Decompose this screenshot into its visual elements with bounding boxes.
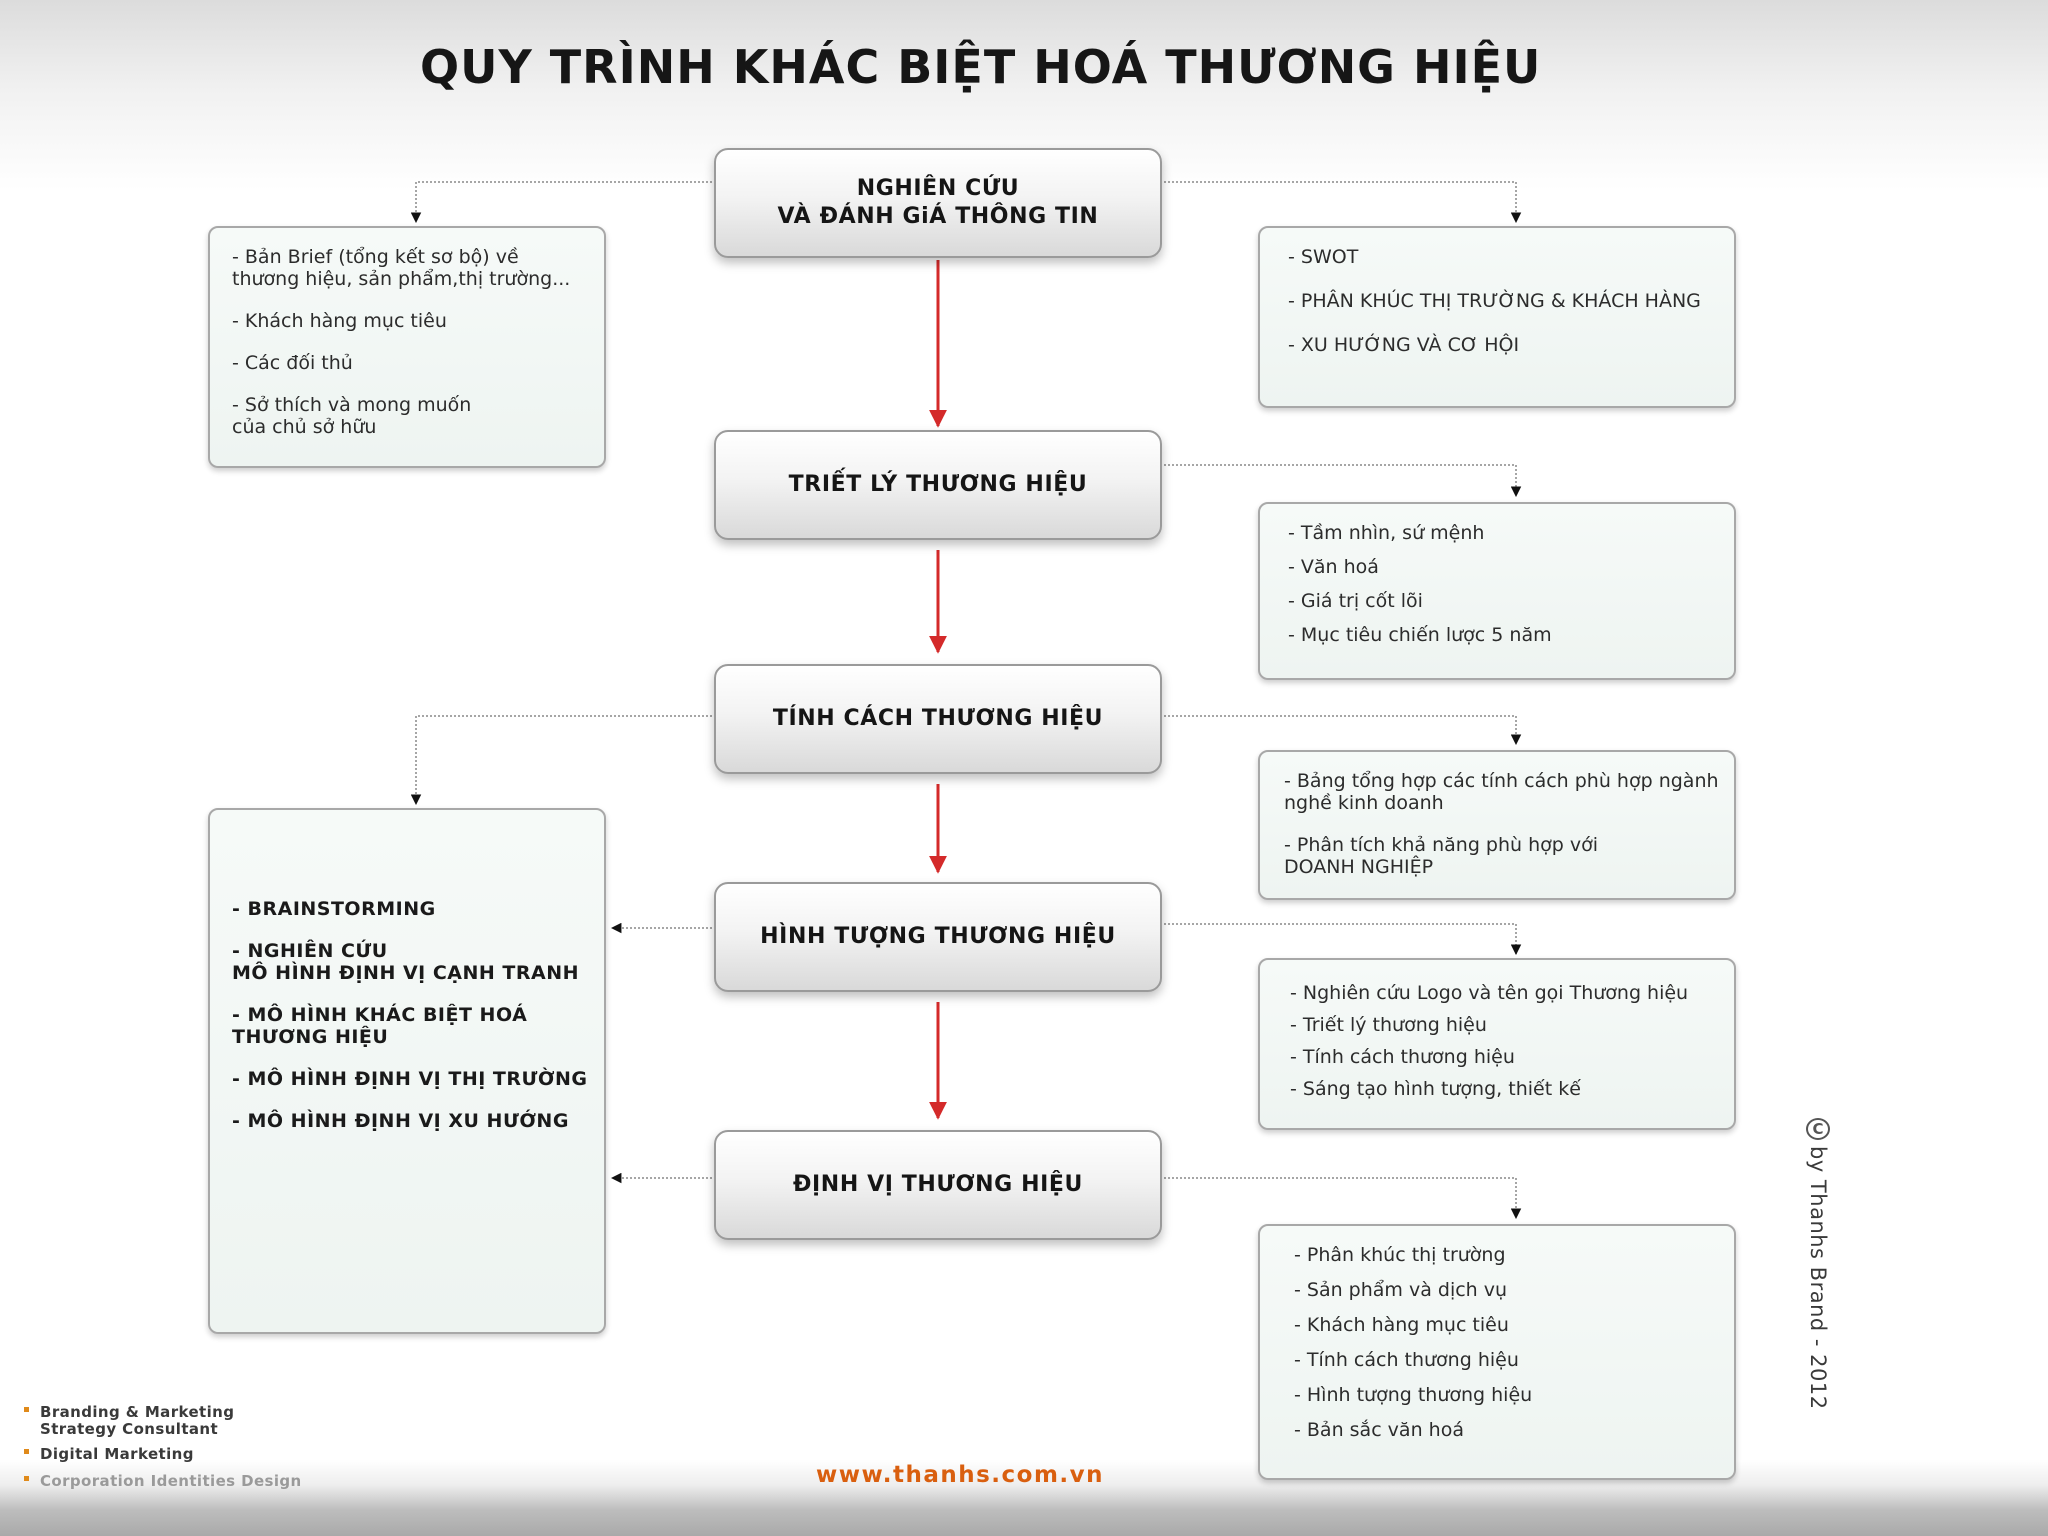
step-philosophy-label: TRIẾT LÝ THƯƠNG HIỆU [788,472,1088,497]
list-item: - SWOT [1288,246,1359,268]
step-positioning-label: ĐỊNH VỊ THƯƠNG HIỆU [792,1172,1083,1197]
copyright-icon: C [1806,1118,1830,1140]
services-list [22,1404,302,1490]
step-positioning [714,1130,1162,1240]
credit-text: by Thanhs Brand - 2012 [1806,1146,1830,1410]
list-item: - Mục tiêu chiến lược 5 năm [1288,624,1552,646]
list-item: - Sản phẩm và dịch vụ [1294,1279,1508,1301]
list-item: - Triết lý thương hiệu [1290,1014,1487,1036]
list-item: - Bản sắc văn hoá [1294,1419,1464,1441]
list-item: - Sáng tạo hình tượng, thiết kế [1290,1078,1581,1100]
list-item: - MÔ HÌNH ĐỊNH VỊ XU HƯỚNG [232,1110,569,1132]
list-item: - Bản Brief (tổng kết sơ bộ) về thương hiệu, sản phẩm,thị trường... [232,246,571,290]
list-item: - MÔ HÌNH ĐỊNH VỊ THỊ TRƯỜNG [232,1068,588,1090]
personality-details-box [1258,750,1736,900]
list-item: - MÔ HÌNH KHÁC BIỆT HOÁ THƯƠNG HIỆU [232,1004,528,1048]
list-item: - Nghiên cứu Logo và tên gọi Thương hiệu [1290,982,1689,1004]
list-item: - Tầm nhìn, sứ mệnh [1288,522,1485,544]
step-personality-label: TÍNH CÁCH THƯƠNG HIỆU [772,706,1104,731]
list-item: - Phân tích khả năng phù hợp với DOANH NGHIỆP [1284,834,1599,878]
step-image-label: HÌNH TƯỢNG THƯƠNG HIỆU [760,924,1116,949]
step-image [714,882,1162,992]
step-research [714,148,1162,258]
service-item: Corporation Identities Design [22,1473,302,1490]
connector-personality-right [1164,716,1516,744]
step-personality [714,664,1162,774]
step-philosophy [714,430,1162,540]
connector-positioning-right [1164,1178,1516,1218]
service-item: Branding & Marketing Strategy Consultant [22,1404,302,1438]
credit-notice [1804,1118,1832,1410]
philosophy-details-box [1258,502,1736,680]
list-item: - Tính cách thương hiệu [1294,1349,1519,1371]
list-item: - Khách hàng mục tiêu [1294,1314,1509,1336]
list-item: - Khách hàng mục tiêu [232,310,447,332]
positioning-details-box [1258,1224,1736,1480]
website-link[interactable]: www.thanhs.com.vn [815,1462,1105,1488]
connector-research-right [1164,182,1516,222]
page-title: QUY TRÌNH KHÁC BIỆT HOÁ THƯƠNG HIỆU [420,40,1542,94]
connector-personality-left [416,716,712,804]
connector-research-left [416,182,712,222]
image-details-box [1258,958,1736,1130]
connector-image-right [1164,924,1516,954]
list-item: - NGHIÊN CỨU MÔ HÌNH ĐỊNH VỊ CẠNH TRANH [232,940,580,984]
list-item: - XU HƯỚNG VÀ CƠ HỘI [1288,334,1520,356]
connector-philosophy-right [1164,465,1516,496]
research-analysis-box [1258,226,1736,408]
list-item: - Các đối thủ [232,352,353,374]
models-box [208,808,606,1334]
list-item: - Bảng tổng hợp các tính cách phù hợp ngành nghề kinh doanh [1284,770,1719,814]
list-item: - BRAINSTORMING [232,898,436,920]
research-inputs-box [208,226,606,468]
list-item: - Giá trị cốt lõi [1288,590,1423,612]
list-item: - Tính cách thương hiệu [1290,1046,1515,1068]
list-item: - Văn hoá [1288,556,1379,578]
list-item: - Sở thích và mong muốn của chủ sở hữu [232,394,472,438]
list-item: - Phân khúc thị trường [1294,1244,1506,1266]
step-research-line2: VÀ ĐÁNH GiÁ THÔNG TIN [777,204,1099,229]
step-research-line1: NGHIÊN CỨU [856,176,1020,201]
service-item: Digital Marketing [22,1446,302,1463]
list-item: - Hình tượng thương hiệu [1294,1384,1533,1406]
list-item: - PHÂN KHÚC THỊ TRƯỜNG & KHÁCH HÀNG [1288,290,1701,312]
